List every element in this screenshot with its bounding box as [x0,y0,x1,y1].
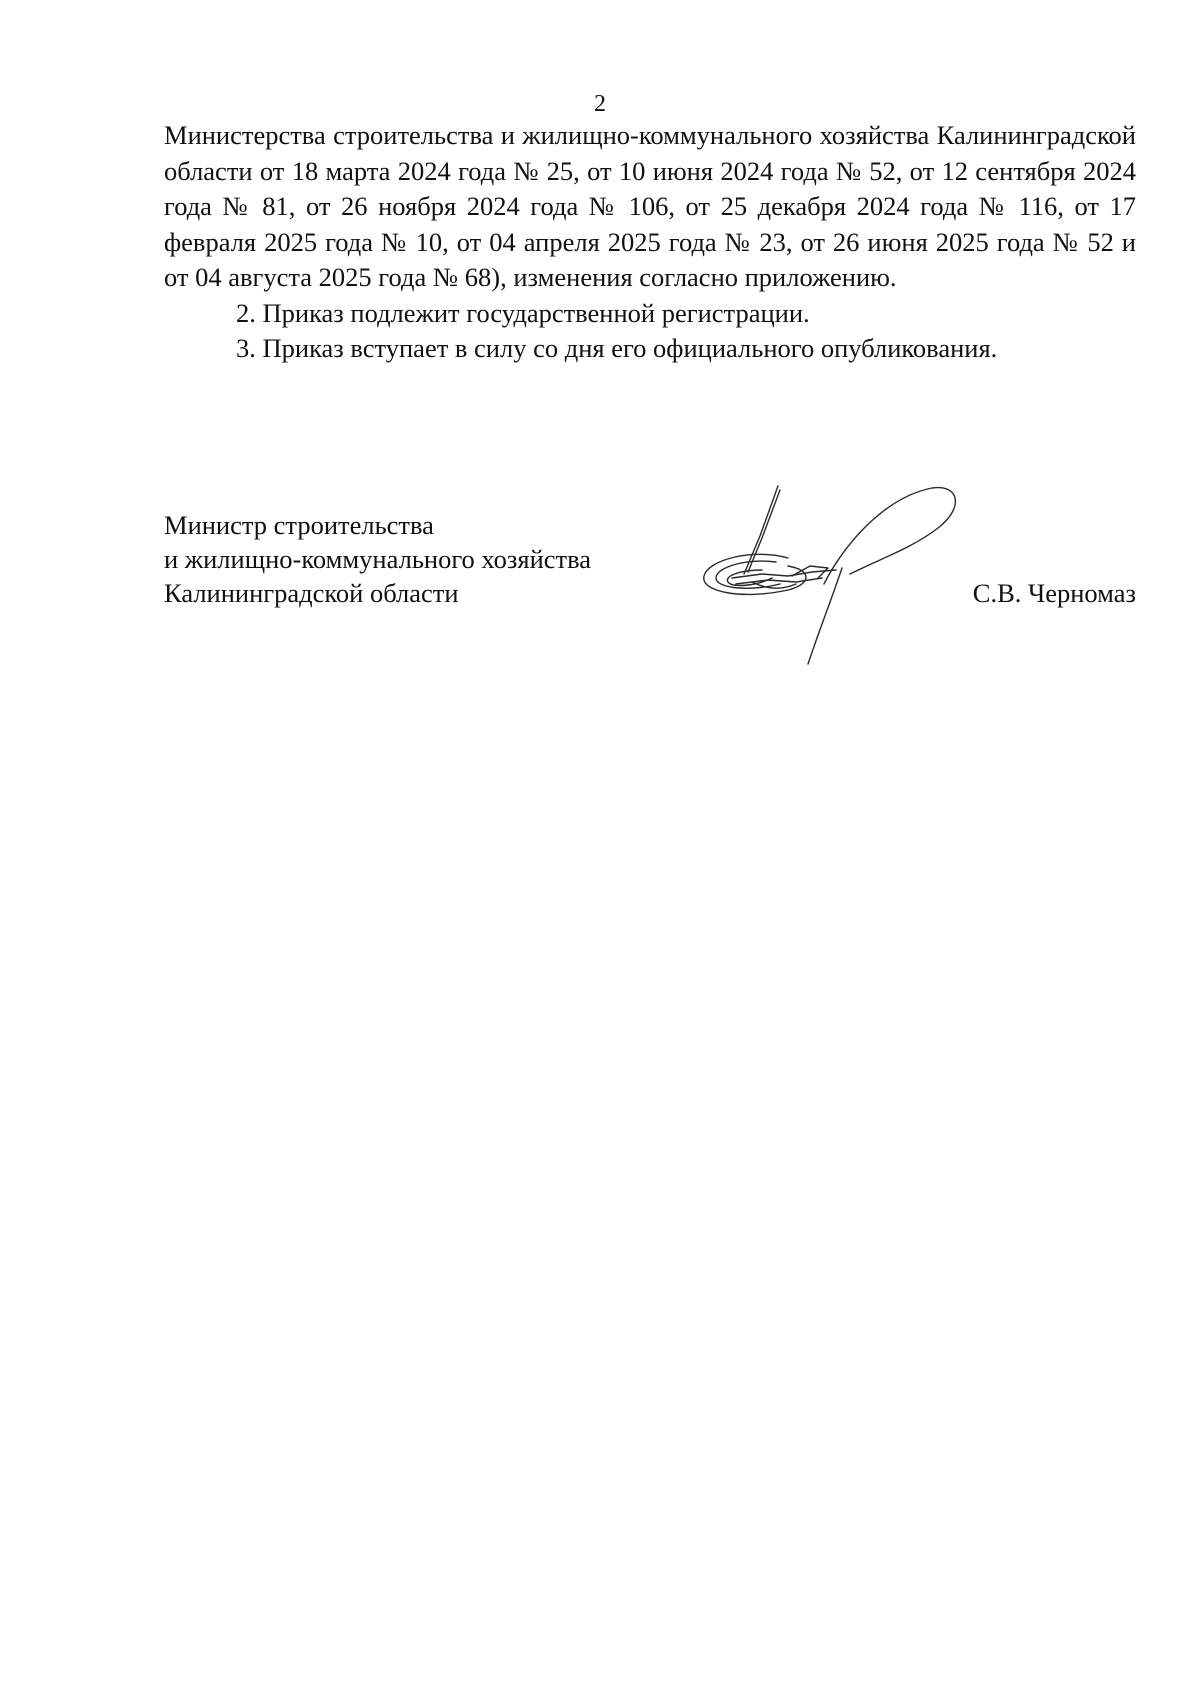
page-number: 2 [594,91,606,117]
paragraph-item-2: 2. Приказ подлежит государственной регистрации. [236,297,810,328]
position-line-1: Министр строительства [164,510,434,540]
signatory-position [164,508,591,610]
handwritten-signature [692,478,992,668]
paragraph-item-3: 3. Приказ вступает в силу со дня его официального опубликования. [236,333,998,363]
position-line-3: Калининградской области [164,578,459,608]
document-body [164,118,1136,367]
position-line-2: и жилищно-коммунального хозяйства [164,544,592,574]
paragraph-continuation: Министерства строительства и жилищно-коммунального хозяйства Калининградской области от 18 марта 2024 года № 25, от 10 июня 2024 года № 52, от 12 сентября 2024 года № 81, от 26 ноября 2024 года № 106, от 25 декабря 2024 года № 116, от 17 февраля 2025 года № 10, от 04 апреля 2025 года № 23, от 26 июня 2025 года № 52 и от 04 августа 2025 года № 68), изменения согласно приложению. [164,120,1136,292]
signer-name: С.В. Черномаз [972,578,1136,608]
